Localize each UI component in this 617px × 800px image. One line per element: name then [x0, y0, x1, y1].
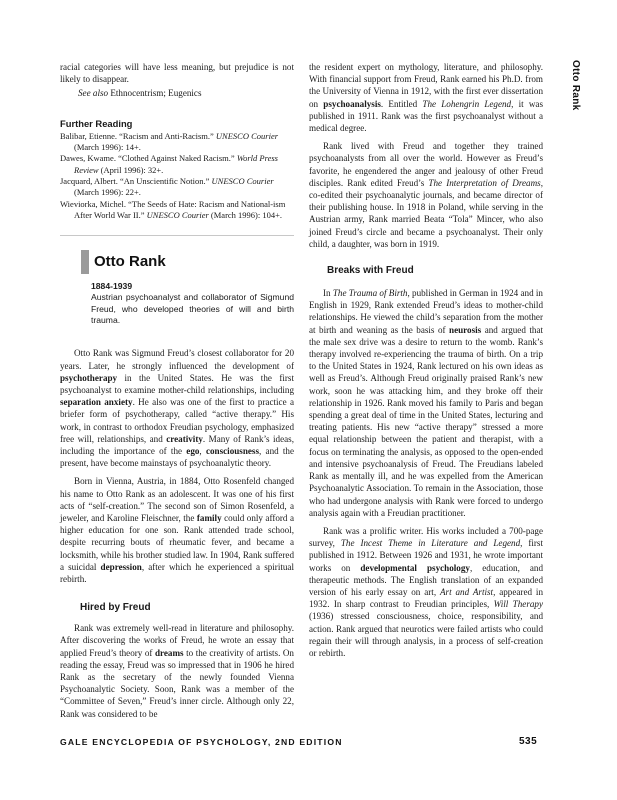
entry-header	[60, 250, 294, 274]
keyword-link[interactable]: developmental psychology	[360, 562, 470, 573]
keyword-link[interactable]: family	[196, 513, 222, 524]
title-italic: The Trauma of Birth	[332, 288, 408, 299]
body-paragraph: Born in Vienna, Austria, in 1884, Otto Rosenfeld changed his name to Otto Rank as an adolescent. It was one of his first acts of “self-creation.” The second son of Simon Rosenfeld, a jeweler, and Karoline Fleischner, the family could only afford a higher education for one son. Rank attended trade school, despite recurring bouts of rheumatic fever, and became a locksmith, while his brother studied law. In 1904, Rank suffered a suicidal depression, after which he experienced a spiritual rebirth.	[60, 476, 294, 585]
left-column	[60, 61, 294, 720]
carry-text: racial categories will have less meaning, but prejudice is not likely to disappear.	[60, 62, 294, 85]
section-divider	[60, 235, 294, 236]
reference-item: Jacquard, Albert. “An Unscientific Notion.” UNESCO Courier (March 1996): 22+.	[60, 176, 274, 198]
keyword-link[interactable]: neurosis	[449, 324, 482, 335]
title-italic: The Lohengrin Legend	[422, 98, 512, 109]
page-number: 535	[519, 736, 538, 747]
reference-item: Balibar, Etienne. “Racism and Anti-Racism.” UNESCO Courier (March 1996): 14+.	[60, 130, 279, 153]
subheading: Breaks with Freud	[327, 265, 414, 277]
title-italic: Will Therapy	[493, 599, 543, 610]
keyword-link[interactable]: depression	[100, 561, 142, 572]
keyword-link[interactable]: ego	[186, 446, 200, 457]
keyword-link[interactable]: separation anxiety	[60, 397, 133, 408]
see-also-label: See also	[78, 88, 109, 99]
right-column	[309, 61, 543, 659]
body-paragraph: the resident expert on mythology, literature, and philosophy. With financial support from Freud, Rank earned his Ph.D. from the University of Vienna in 1912, with the first ever dissertation on psychoanalysis. Entitled The Lohengrin Legend, it was published in 1911. Rank was the first psychoanalyst without a medical degree.	[309, 62, 543, 134]
body-paragraph: Rank was a prolific writer. His works included a 700-page survey, The Incest Theme in Literature and Legend, first published in 1912. Between 1926 and 1931, he wrote important works on developmental psychology, education, and therapeutic methods. The English translation of an expanded version of his early essay on art, Art and Artist, appeared in 1932. In sharp contrast to Freudian principles, Will Therapy (1936) stressed consciousness, choice, responsibility, and action. Rank argued that neurotics were failed artists who could regain their will through analysis, in a process of self-creation or rebirth.	[309, 525, 544, 658]
reference-item: Dawes, Kwame. “Clothed Against Naked Racism.” World Press Review (April 1996): 32+.	[60, 153, 278, 175]
see-also	[60, 87, 294, 99]
entry-description: Austrian psychoanalyst and collaborator of Sigmund Freud, who developed theories of will and birth trauma.	[91, 292, 294, 325]
body-paragraph: Rank lived with Freud and together they trained psychoanalysts from all over the world. However as Freud’s favorite, he engendered the anger and jealousy of other Freud disciples. Rank edited Freud’s The Interpretation of Dreams, co-edited their psychoanalytic journals, and became director of their publishing house. In 1918 in Poland, while serving in the Austrian army, Rank married Beata “Tola” Mincer, who also joined Freud’s circle and became a psychoanalyst. Their only child, a daughter, was born in 1919.	[309, 141, 543, 249]
keyword-link[interactable]: consciousness	[205, 446, 260, 457]
reference-item: Wieviorka, Michel. “The Seeds of Hate: Racism and National-ism After World War II.” UNESCO Courier (March 1996): 104+.	[60, 198, 286, 220]
keyword-link[interactable]: creativity	[166, 433, 203, 444]
body-paragraph: In The Trauma of Birth, published in German in 1924 and in English in 1929, Rank extended Freud’s ideas to mother-child relationships. He viewed the child’s separation from the mother at birth and weaning as the basis of neurosis and argued that the male sex drive was a desire to return to the womb. Rank’s therapy involved re-experiencing the trauma of birth. On a trip to the United States in 1924, Rank lectured on his own ideas as well as Freud’s. Although Freud originally praised Rank’s new work, soon he was attacking him, and they broke off their relationship in 1926. Rank moved his family to Paris and began spending a great deal of time in the United States, lecturing and treating patients. His new “active therapy” stressed a more equal relationship between the patient and therapist, with a focus on terminating the analysis, as opposed to the open-ended and intensive psychoanalysis of Freud. The Freudians labeled Rank as mentally ill, and he was expelled from the American Psychoanalytic Association. To remain in the Association, those who had undergone analysis with Rank were forced to undergo analysis again with a Freudian practitioner.	[309, 288, 544, 518]
keyword-link[interactable]: psychoanalysis	[323, 98, 381, 109]
title-italic: Art and Artist	[439, 586, 494, 597]
subheading: Hired by Freud	[80, 602, 151, 614]
further-reading-heading: Further Reading	[60, 117, 133, 129]
body-paragraph: Otto Rank was Sigmund Freud’s closest collaborator for 20 years. Later, he strongly influenced the development of psychotherapy in the United States. He was the first psychoanalyst to examine mother-child relationships, including separation anxiety. He also was one of the first to practice a briefer form of psychotherapy, called “active therapy.” His work, in contrast to orthodox Freudian psychology, emphasized free will, relationships, and creativity. Many of Rank’s ideas, including the importance of the ego, consciousness, and the present, have become mainstays of psychoanalytic theory.	[60, 348, 295, 469]
keyword-link[interactable]: psychotherapy	[60, 372, 118, 383]
entry-dates: 1884-1939	[91, 281, 133, 292]
title-italic: The Interpretation of Dreams	[428, 177, 541, 188]
running-head: Otto Rank	[570, 60, 581, 111]
footer-book-title: GALE ENCYCLOPEDIA OF PSYCHOLOGY, 2ND EDITION	[60, 737, 343, 747]
body-paragraph: Rank was extremely well-read in literature and philosophy. After discovering the works of Freud, he wrote an essay that applied Freud’s theory of dreams to the creativity of artists. On reading the essay, Freud was so impressed that in 1906 he hired Rank as the secretary of the newly founded Vienna Psychoanalytic Society. Soon, Rank was a member of the “Committee of Seven,” Freud’s inner circle. Although only 22, Rank was considered to be	[60, 623, 294, 719]
entry-title: Otto Rank	[94, 253, 166, 271]
title-italic: The Incest Theme in Literature and Legend	[340, 538, 521, 549]
see-also-links[interactable]: Ethnocentrism; Eugenics	[110, 88, 202, 99]
keyword-link[interactable]: dreams	[154, 647, 184, 658]
title-accent-bar	[81, 250, 89, 274]
